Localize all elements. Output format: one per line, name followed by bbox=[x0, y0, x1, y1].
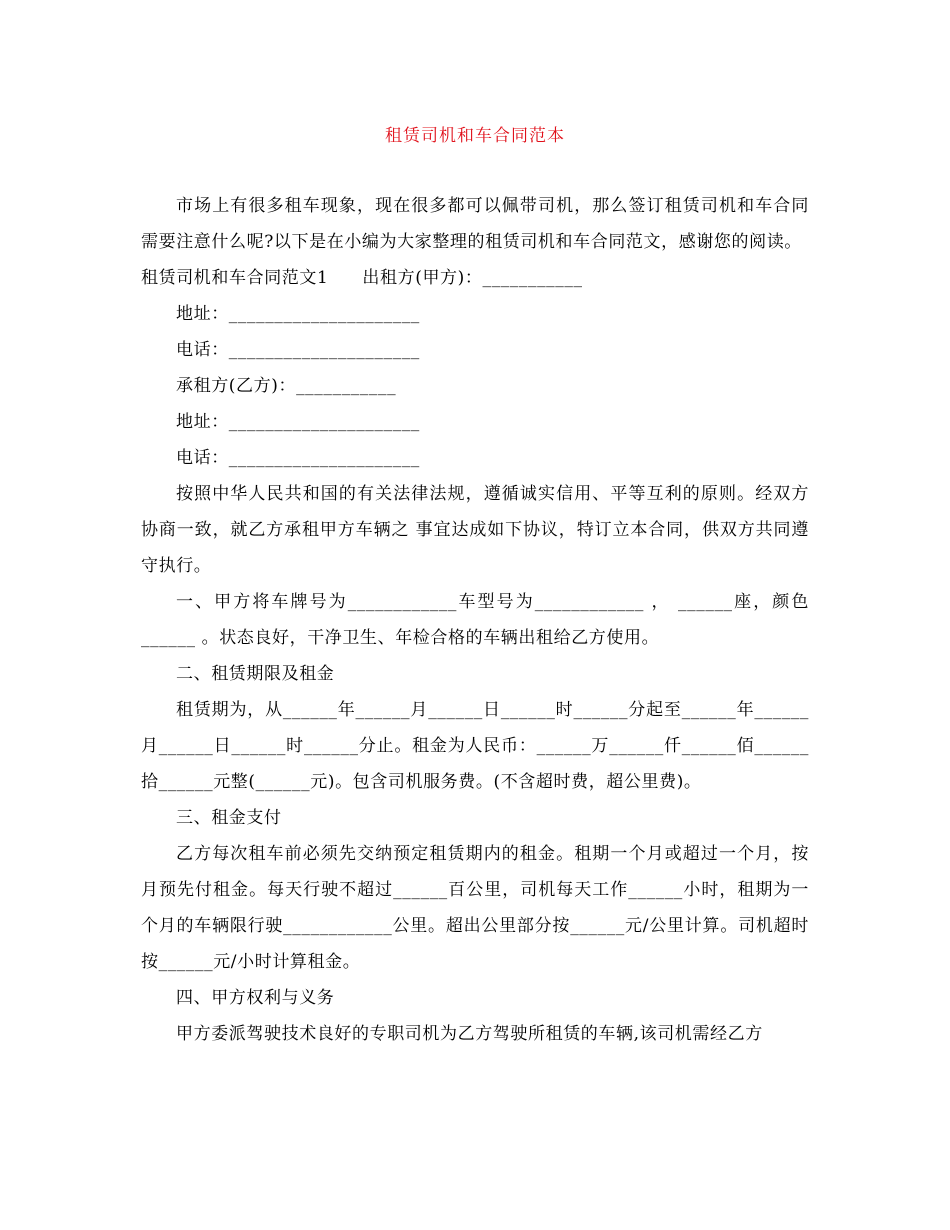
lessor-field: 出租方(甲方)：___________ bbox=[362, 268, 583, 288]
lessee-address-field: 地址：_____________________ bbox=[176, 412, 420, 432]
lessor-phone-field: 电话：_____________________ bbox=[176, 340, 420, 360]
contract-heading: 租赁司机和车合同范文1 bbox=[141, 268, 329, 288]
clause-2-title: 二、租赁期限及租金 bbox=[176, 664, 335, 684]
lessee-field: 承租方(乙方)：___________ bbox=[176, 376, 397, 396]
clause-4-body: 甲方委派驾驶技术良好的专职司机为乙方驾驶所租赁的车辆,该司机需经乙方 bbox=[176, 1024, 763, 1044]
contract-heading-line bbox=[141, 260, 809, 296]
clause-3-body: 乙方每次租车前必须先交纳预定租赁期内的租金。租期一个月或超过一个月，按月预先付租金。每天行驶不超过______百公里，司机每天工作______小时，租期为一个月的车辆限行驶____________公里。超出公里部分按______元/公里计算。司机超时按______元/小时计算租金。 bbox=[141, 844, 809, 972]
clause-4-title: 四、甲方权利与义务 bbox=[176, 988, 335, 1008]
document-title: 租赁司机和车合同范本 bbox=[385, 126, 565, 146]
clause-1: 一、甲方将车牌号为____________车型号为____________ ， ______座，颜色______ 。状态良好，干净卫生、年检合格的车辆出租给乙方使用。 bbox=[141, 592, 809, 648]
paragraph-preamble: 按照中华人民共和国的有关法律法规，遵循诚实信用、平等互利的原则。经双方协商一致，就乙方承租甲方车辆之 事宜达成如下协议，特订立本合同，供双方共同遵守执行。 bbox=[141, 484, 809, 576]
lessee-phone-field: 电话：_____________________ bbox=[176, 448, 420, 468]
paragraph-intro: 市场上有很多租车现象，现在很多都可以佩带司机，那么签订租赁司机和车合同需要注意什么呢?以下是在小编为大家整理的租赁司机和车合同范文，感谢您的阅读。 bbox=[141, 196, 809, 252]
clause-3-title: 三、租金支付 bbox=[176, 808, 282, 828]
lessor-address-field: 地址：_____________________ bbox=[176, 304, 420, 324]
clause-2-body: 租赁期为，从______年______月______日______时______分起至______年______月______日______时______分止。租金为人民币：______万______仟______佰______拾______元整(______元)。包含司机服务费。(不含超时费，超公里费)。 bbox=[141, 700, 809, 792]
document-body bbox=[141, 188, 809, 1052]
